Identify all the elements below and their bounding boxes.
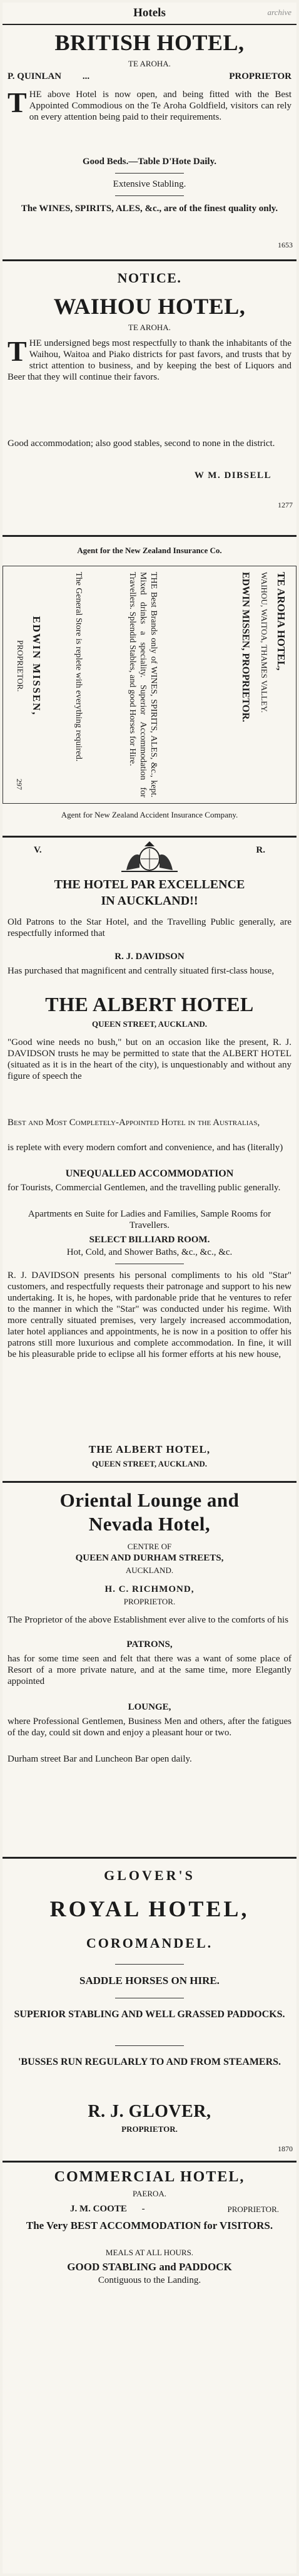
albert-billiard: SELECT BILLIARD ROOM. bbox=[89, 1235, 210, 1245]
te-aroha-subtitle: WAIHOU, WAITOA, THAMES VALLEY. bbox=[260, 572, 269, 713]
royal-crest-icon bbox=[115, 840, 184, 874]
divider bbox=[115, 195, 184, 196]
rotated-border bbox=[3, 566, 296, 804]
albert-best-line: Best and Most Completely-Appointed Hotel in the Australias, bbox=[8, 1118, 260, 1128]
oriental-body-2: has for some time seen and felt that there was a want of some place of Resort of a more private nature, and at the same time, more Elegantly appointed bbox=[8, 1654, 291, 1686]
oriental-city: AUCKLAND. bbox=[125, 1566, 174, 1575]
section-header bbox=[3, 3, 296, 25]
oriental-lounge: LOUNGE, bbox=[128, 1702, 171, 1712]
albert-headline-1: THE HOTEL PAR EXCELLENCE bbox=[54, 878, 245, 891]
albert-apartments: Apartments en Suite for Ladies and Families, Sample Rooms for Travellers. bbox=[28, 1209, 271, 1230]
glover-name: GLOVER'S bbox=[104, 1867, 195, 1883]
divider bbox=[115, 2045, 184, 2046]
waihou-notice: NOTICE. bbox=[117, 270, 182, 286]
albert-body-3: for Tourists, Commercial Gentlemen, and the travelling public generally. bbox=[8, 1183, 281, 1193]
albert-title: THE ALBERT HOTEL bbox=[45, 993, 254, 1015]
oriental-title-1: Oriental Lounge and bbox=[59, 1489, 240, 1511]
te-aroha-hotel-ad bbox=[3, 535, 296, 831]
glover-line-3: 'BUSSES RUN REGULARLY TO AND FROM STEAMERS. bbox=[18, 2057, 281, 2067]
oriental-title-2: Nevada Hotel, bbox=[88, 1513, 211, 1535]
rotated-block bbox=[3, 566, 296, 804]
commercial-role: PROPRIETOR. bbox=[227, 2205, 279, 2214]
albert-baths: Hot, Cold, and Shower Baths, &c., &c., &c. bbox=[66, 1247, 233, 1257]
oriental-patrons: PATRONS, bbox=[126, 1639, 173, 1649]
glover-line-2: SUPERIOR STABLING AND WELL GRASSED PADDOCKS. bbox=[14, 2009, 285, 2020]
albert-closing-2: QUEEN STREET, AUCKLAND. bbox=[92, 1459, 207, 1468]
te-aroha-proprietor: EDWIN MISSEN, PROPRIETOR. bbox=[240, 572, 251, 722]
waihou-town: TE AROHA. bbox=[128, 323, 171, 332]
te-aroha-title: TE AROHA HOTEL, bbox=[275, 572, 287, 671]
british-stabling: Extensive Stabling. bbox=[113, 179, 186, 189]
waihou-accommodation: Good accommodation; also good stables, second to none in the district. bbox=[8, 439, 275, 449]
british-beds: Good Beds.—Table D'Hote Daily. bbox=[82, 157, 217, 167]
waihou-body-text: HE undersigned begs most respectfully to thank the inhabitants of the Waihou, Waitoa and Piako districts for past favors, and trusts that by strict attention to business, and by keeping the best of Liquors and Beer that they will continue their favors. bbox=[8, 338, 291, 382]
missen-signature: EDWIN MISSEN, bbox=[31, 616, 43, 716]
commercial-line-1: The Very BEST ACCOMMODATION for VISITORS. bbox=[26, 2220, 273, 2231]
british-body bbox=[8, 86, 291, 147]
albert-body-1: "Good wine needs no bush," but on an occasion like the present, R. J. DAVIDSON trusts he may be permitted to state that the ALBERT HOTEL (situated as it is in the heart of the city), is unquestionably and without any figure of speech the bbox=[8, 1037, 291, 1081]
albert-owner: R. J. DAVIDSON bbox=[114, 952, 185, 962]
general-store-body: The General Store is replete with everything required. bbox=[74, 572, 83, 762]
oriental-body-1: The Proprietor of the above Establishment ever alive to the comforts of his bbox=[8, 1615, 289, 1625]
agent-top: Agent for the New Zealand Insurance Co. bbox=[77, 546, 222, 555]
british-proprietor-dots: ... bbox=[82, 71, 90, 81]
newspaper-column bbox=[3, 3, 296, 2573]
british-dropcap: T bbox=[8, 86, 27, 118]
glover-place: COROMANDEL. bbox=[86, 1935, 213, 1951]
glover-signature: R. J. GLOVER, bbox=[88, 2102, 211, 2121]
ad-number: 1870 bbox=[278, 2144, 293, 2153]
glover-role: PROPRIETOR. bbox=[121, 2124, 178, 2134]
british-hotel-title: BRITISH HOTEL, bbox=[54, 30, 245, 55]
albert-body-4: R. J. DAVIDSON presents his personal compliments to his old "Star" customers, and respectfully requests their patronage and support to his new undertaking. It is, he hopes, with pardonable pride that he ventures to refer to the manner in which the "Star" was conducted under his regime. With more centrally situated premises, very largely increased accommodation, later hotel appliances and appointments, he is now in a position to offer his patrons still more luxurious and complete accommodation. In fine, it will be his pleasurable pride to eclipse all his former efforts at his new house, bbox=[8, 1270, 291, 1359]
divider bbox=[115, 173, 184, 174]
commercial-line-4: Contiguous to the Landing. bbox=[98, 2275, 201, 2285]
albert-r: R. bbox=[256, 845, 265, 855]
waihou-dropcap: T bbox=[8, 335, 27, 367]
waihou-hotel-ad bbox=[3, 259, 296, 537]
oriental-proprietor: H. C. RICHMOND, bbox=[104, 1584, 195, 1594]
ad-number: 297 bbox=[15, 779, 24, 790]
ad-number: 1653 bbox=[278, 241, 293, 249]
commercial-line-3: GOOD STABLING and PADDOCK bbox=[67, 2261, 232, 2273]
commercial-hotel-ad bbox=[3, 2161, 296, 2570]
oriental-body-3: where Professional Gentlemen, Business Men and others, after the fatigues of the day, could sit down and enjoy a pleasant hour or two. bbox=[8, 1716, 291, 1738]
glover-line-1: SADDLE HORSES ON HIRE. bbox=[79, 1975, 220, 1987]
agent-bottom: Agent for New Zealand Accident Insurance Company. bbox=[61, 810, 238, 819]
albert-intro-2: Has purchased that magnificent and centrally situated first-class house, bbox=[8, 966, 275, 976]
albert-address: QUEEN STREET, AUCKLAND. bbox=[92, 1019, 207, 1029]
waihou-title: WAIHOU HOTEL, bbox=[53, 294, 246, 319]
british-proprietor-role: PROPRIETOR bbox=[229, 71, 291, 81]
missen-role: PROPRIETOR. bbox=[16, 640, 25, 692]
ad-number: 1277 bbox=[278, 501, 293, 509]
waihou-body bbox=[8, 335, 291, 438]
commercial-proprietor-row bbox=[3, 2204, 296, 2215]
divider bbox=[115, 1964, 184, 1965]
british-proprietor-row bbox=[3, 71, 296, 82]
albert-v: V. bbox=[34, 845, 42, 855]
oriental-role: PROPRIETOR. bbox=[123, 1597, 176, 1606]
commercial-dots: - bbox=[141, 2204, 145, 2214]
commercial-line-2: MEALS AT ALL HOURS. bbox=[105, 2248, 194, 2257]
commercial-title: COMMERCIAL HOTEL, bbox=[54, 2169, 245, 2185]
oriental-lounge-ad bbox=[3, 1481, 296, 1846]
british-proprietor-name: P. QUINLAN bbox=[8, 71, 62, 81]
glover-title: ROYAL HOTEL, bbox=[49, 1896, 250, 1921]
oriental-streets: QUEEN AND DURHAM STREETS, bbox=[75, 1553, 224, 1563]
archive-stamp: archive bbox=[267, 8, 291, 17]
albert-intro-1: Old Patrons to the Star Hotel, and the Travelling Public generally, are respectfully informed that bbox=[8, 917, 291, 938]
te-aroha-body: THE Best Brands only of WINES, SPIRITS, ALES, &c., kept. Mixed drinks a speciality. Superior Accommodation for Travellers. Splendid Stables, and good Horses for Hire. bbox=[128, 572, 158, 797]
albert-closing-1: THE ALBERT HOTEL, bbox=[88, 1443, 211, 1455]
albert-hotel-ad bbox=[3, 836, 296, 1477]
oriental-centre: CENTRE OF bbox=[127, 1542, 172, 1551]
commercial-town: PAEROA. bbox=[132, 2189, 167, 2198]
albert-unequalled: UNEQUALLED ACCOMMODATION bbox=[65, 1168, 234, 1179]
oriental-body-4: Durham street Bar and Luncheon Bar open daily. bbox=[8, 1754, 192, 1764]
waihou-signature: W M. DIBSELL bbox=[194, 470, 271, 480]
albert-body-2: is replete with every modern comfort and convenience, and has (literally) bbox=[8, 1143, 283, 1153]
british-body-text: HE above Hotel is now open, and being fitted with the Best Appointed Commodious on the Te Aroha Goldfield, visitors can rely on every attention being paid to their requirements. bbox=[29, 90, 291, 122]
albert-headline-2: IN AUCKLAND!! bbox=[101, 894, 198, 908]
british-hotel-town: TE AROHA. bbox=[128, 59, 171, 68]
section-title: Hotels bbox=[133, 6, 166, 19]
british-wines: The WINES, SPIRITS, ALES, &c., are of the finest quality only. bbox=[21, 204, 278, 214]
commercial-proprietor: J. M. COOTE bbox=[70, 2204, 127, 2214]
